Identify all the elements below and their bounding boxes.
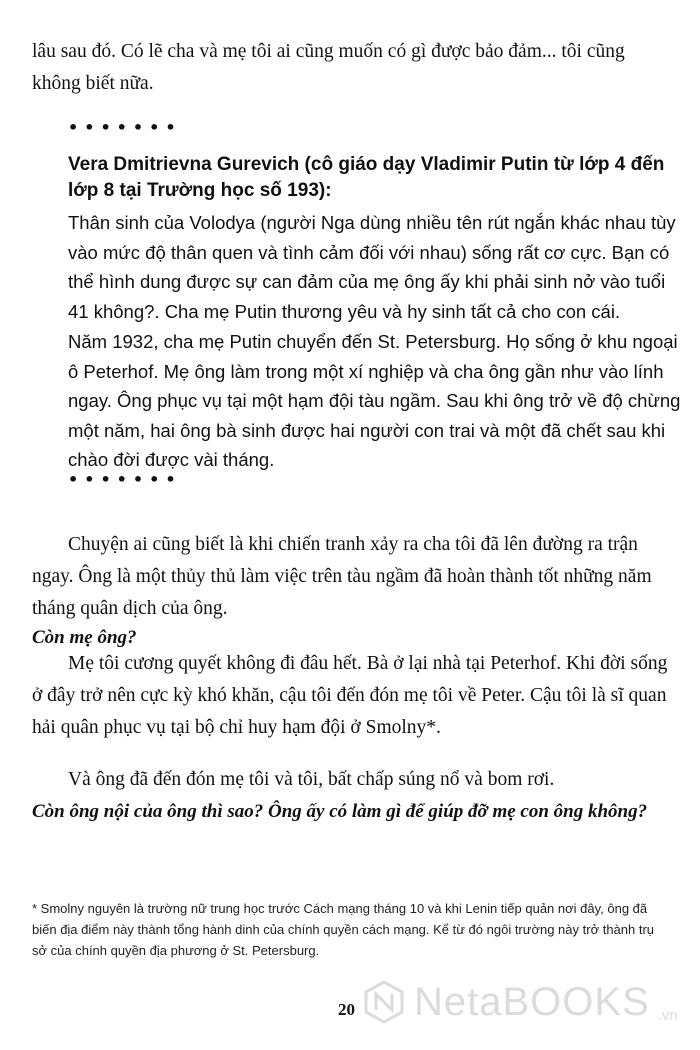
- watermark-suffix: .vn: [657, 1007, 678, 1024]
- interview-question-2: Còn ông nội của ông thì sao? Ông ấy có làm gì để giúp đỡ mẹ con ông không?: [32, 801, 648, 822]
- body-paragraph-2: Mẹ tôi cương quyết không đi đâu hết. Bà ở lại nhà tại Peterhof. Khi đời sống ở đây trở nên cực kỳ khó khăn, cậu tôi đến đón mẹ tôi về Peter. Cậu tôi là sĩ quan hải quân phục vụ tại bộ chỉ huy hạm đội ở Smolny*.: [32, 653, 668, 738]
- quote-paragraph-1: Thân sinh của Volodya (người Nga dùng nhiều tên rút ngắn khác nhau tùy vào mức độ thân quen và tình cảm đối với nhau) sống rất cơ cực. Bạn có thể hình dung được sự can đảm của mẹ ông ấy khi phải sinh nở vào tuổi 41 không?. Cha mẹ Putin thương yêu và hy sinh tất cả cho con cái.: [68, 212, 676, 322]
- intro-paragraph: lâu sau đó. Có lẽ cha và mẹ tôi ai cũng muốn có gì được bảo đảm... tôi cũng không biết nữa.: [32, 41, 625, 94]
- body-paragraph-3: Và ông đã đến đón mẹ tôi và tôi, bất chấp súng nổ và bom rơi.: [68, 769, 555, 790]
- watermark-brand: NetaBOOKS: [414, 979, 650, 1024]
- netabooks-logo-icon: [362, 980, 406, 1024]
- body-paragraph-1: Chuyện ai cũng biết là khi chiến tranh xảy ra cha tôi đã lên đường ra trận ngay. Ông là một thủy thủ làm việc trên tàu ngầm đã hoàn thành tốt những năm tháng quân dịch của ông.: [32, 534, 652, 619]
- watermark: [362, 972, 692, 1032]
- interview-question-1: Còn mẹ ông?: [32, 627, 137, 648]
- footnote: * Smolny nguyên là trường nữ trung học trước Cách mạng tháng 10 và khi Lenin tiếp quản nơi đây, ông đã biến địa điểm này thành tổng hành dinh của chính quyền cách mạng. Kể từ đó ngôi trường này trở thành trụ sở của chính quyền địa phương ở St. Petersburg.: [32, 901, 655, 958]
- quote-heading: Vera Dmitrievna Gurevich (cô giáo dạy Vladimir Putin từ lớp 4 đến lớp 8 tại Trường học số 193):: [68, 154, 665, 201]
- quote-paragraph-2: Năm 1932, cha mẹ Putin chuyển đến St. Petersburg. Họ sống ở khu ngoại ô Peterhof. Mẹ ông làm trong một xí nghiệp và cha ông gần như vào lính ngay. Ông phục vụ tại một hạm đội tàu ngầm. Sau khi ông trở về độ chừng một năm, hai ông bà sinh được hai người con trai và một đã chết sau khi chào đời được vài tháng.: [68, 331, 681, 470]
- section-separator-bottom: •••••••: [68, 470, 182, 489]
- page-number: 20: [338, 1000, 355, 1019]
- section-separator-top: •••••••: [68, 118, 182, 137]
